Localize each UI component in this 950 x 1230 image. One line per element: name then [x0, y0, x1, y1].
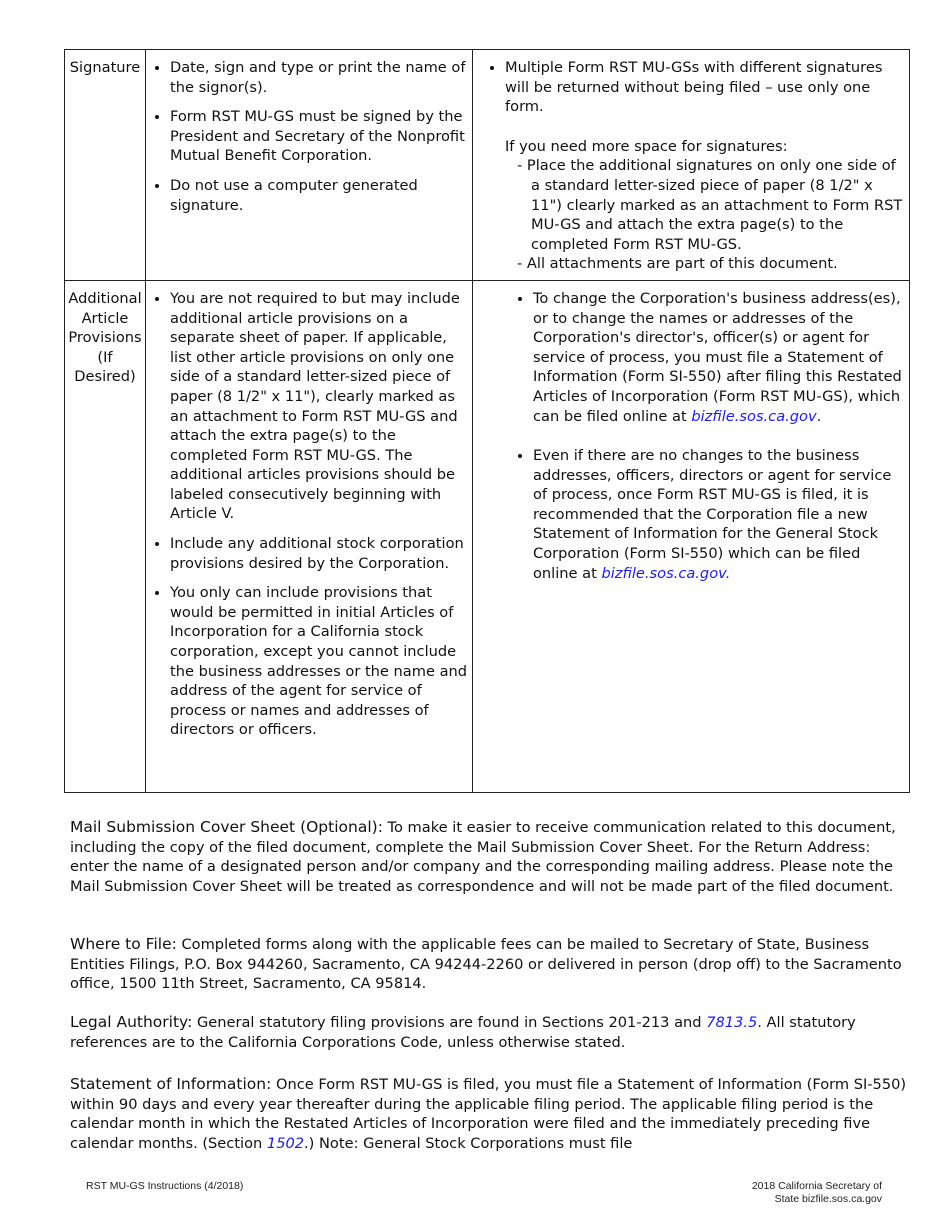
where-to-file-section: Where to File: Completed forms along with the applicable fees can be mailed to Secretary of State, Business Entities Filings, P.O. Box 944260, Sacramento, CA 94244-2260 or delivered in person (drop off) to the Sacramento office, 1500 11th Street, Sacramento, CA 95814. [70, 935, 902, 993]
list-item: • Date, sign and type or print the name of the signor(s). [170, 58, 468, 97]
notes-intro: If you need more space for signatures: [505, 137, 788, 155]
legal-authority-section: Legal Authority: General statutory filing provisions are found in Sections 201-213 and 7813.5. All statutory references are to the California Corporations Code, unless otherwise stated. [70, 1013, 856, 1051]
row-label: Additional Article Provisions (If Desired) [65, 280, 146, 792]
mail-submission-section: Mail Submission Cover Sheet (Optional): To make it easier to receive communication related to this document, including the copy of the filed document, complete the Mail Submission Cover Sheet. For the Return Address: enter the name of a designated person and/or company and the corresponding mailing address. Please note the Mail Submission Cover Sheet will be treated as correspondence and will not be made part of the filed document. [70, 818, 896, 895]
dash-item: - All attachments are part of this document. [517, 255, 838, 273]
list-item: • To change the Corporation's business address(es), or to change the names or addresses of the Corporation's director's, officer(s) or agent for service of process, you must file a Statement of Information (Form SI-550) after filing this Restated Articles of Incorporation (Form RST MU-GS), which can be filed online at bizfile.sos.ca.gov. [533, 289, 905, 426]
statement-of-information-section: Statement of Information: Once Form RST MU-GS is filed, you must file a Statement of Information (Form SI-550) within 90 days and every year thereafter during the applicable filing period. The applicable filing period is the calendar month in which the Restated Articles of Incorporation were filed and the immediately preceding five calendar months. (Section 1502.) Note: General Stock Corporations must file [70, 1075, 907, 1152]
list-item: • You are not required to but may include additional article provisions on a separate sheet of paper. If applicable, list other article provisions on only one side of a standard letter-sized piece of paper (8 1/2" x 11"), clearly marked as an attachment to Form RST MU-GS and attach the extra page(s) to the completed Form RST MU-GS. The additional articles provisions should be labeled consecutively beginning with Article V. [170, 289, 468, 524]
list-item: • Even if there are no changes to the business addresses, officers, directors or agent for service of process, once Form RST MU-GS is filed, it is recommended that the Corporation file a new Statement of Information for the General Stock Corporation (Form SI-550) which can be filed online at bizfile.sos.ca.gov. [533, 446, 905, 583]
list-item: • Multiple Form RST MU-GSs with different signatures will be returned without being filed – use only one form. [505, 58, 905, 117]
footer-publisher: 2018 California Secretary of State bizfile.sos.ca.gov [751, 1180, 882, 1205]
footer-form-id: RST MU-GS Instructions (4/2018) [86, 1180, 244, 1192]
list-item: • Do not use a computer generated signature. [170, 176, 468, 215]
list-item: • You only can include provisions that would be permitted in initial Articles of Incorporation for a California stock corporation, except you cannot include the business addresses or the name and address of the agent for service of process or names and addresses of directors or officers. [170, 583, 468, 740]
table-row [65, 50, 910, 281]
bizfile-link[interactable]: bizfile.sos.ca.gov. [601, 564, 731, 582]
table-row [65, 280, 910, 792]
dash-item: - Place the additional signatures on only one side of a standard letter-sized piece of paper (8 1/2" x 11") clearly marked as an attachment to Form RST MU-GS and attach the extra page(s) to the completed Form RST MU-GS. [517, 157, 903, 253]
list-item: • Include any additional stock corporation provisions desired by the Corporation. [170, 534, 468, 573]
section-1502-link[interactable]: 1502 [266, 1134, 305, 1152]
section-7813-5-link[interactable]: 7813.5 [706, 1014, 758, 1031]
row-label: Signature [65, 50, 146, 281]
bizfile-link[interactable]: bizfile.sos.ca.gov [691, 407, 817, 425]
instructions-table [64, 49, 910, 793]
list-item: • Form RST MU-GS must be signed by the President and Secretary of the Nonprofit Mutual Benefit Corporation. [170, 107, 468, 166]
instruction-list [150, 58, 468, 215]
